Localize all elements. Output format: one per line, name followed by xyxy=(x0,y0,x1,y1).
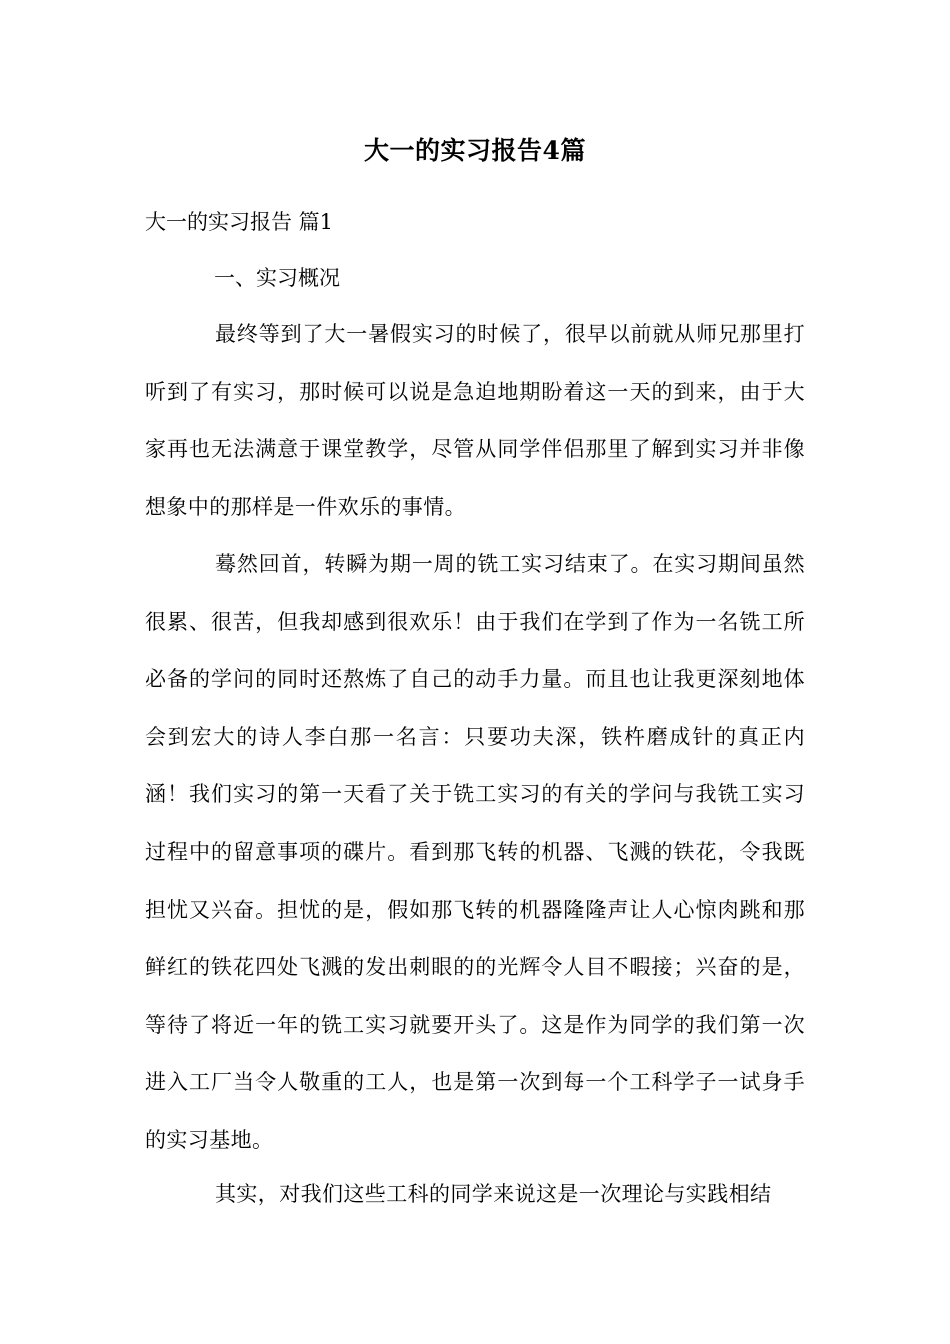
document-title: 大一的实习报告4篇 xyxy=(364,136,586,165)
subheading: 一、实习概况 xyxy=(214,266,340,290)
paragraph: 蓦然回首，转瞬为期一周的铣工实习结束了。在实习期间虽然很累、很苦，但我却感到很欢乐！由于我们在学到了作为一名铣工所必备的学问的同时还熬炼了自己的动手力量。而且也让我更深刻地体会到宏大的诗人李白那一名言：只要功夫深，铁杵磨成针的真正内涵！我们实习的第一天看了关于铣工实习的有关的学问与我铣工实习过程中的留意事项的碟片。看到那飞转的机器、飞溅的铁花，令我既担忧又兴奋。担忧的是，假如那飞转的机器隆隆声让人心惊肉跳和那鲜红的铁花四处飞溅的发出刺眼的的光辉令人目不暇接；兴奋的是，等待了将近一年的铣工实习就要开头了。这是作为同学的我们第一次进入工厂当令人敬重的工人，也是第一次到每一个工科学子一试身手的实习基地。 xyxy=(145,552,805,1152)
section-heading: 大一的实习报告 篇1 xyxy=(145,210,334,234)
paragraph: 其实，对我们这些工科的同学来说这是一次理论与实践相结 xyxy=(215,1182,772,1206)
paragraph: 最终等到了大一暑假实习的时候了，很早以前就从师兄那里打听到了有实习，那时候可以说是急迫地期盼着这一天的到来，由于大家再也无法满意于课堂教学，尽管从同学伴侣那里了解到实习并非像想象中的那样是一件欢乐的事情。 xyxy=(145,322,805,519)
